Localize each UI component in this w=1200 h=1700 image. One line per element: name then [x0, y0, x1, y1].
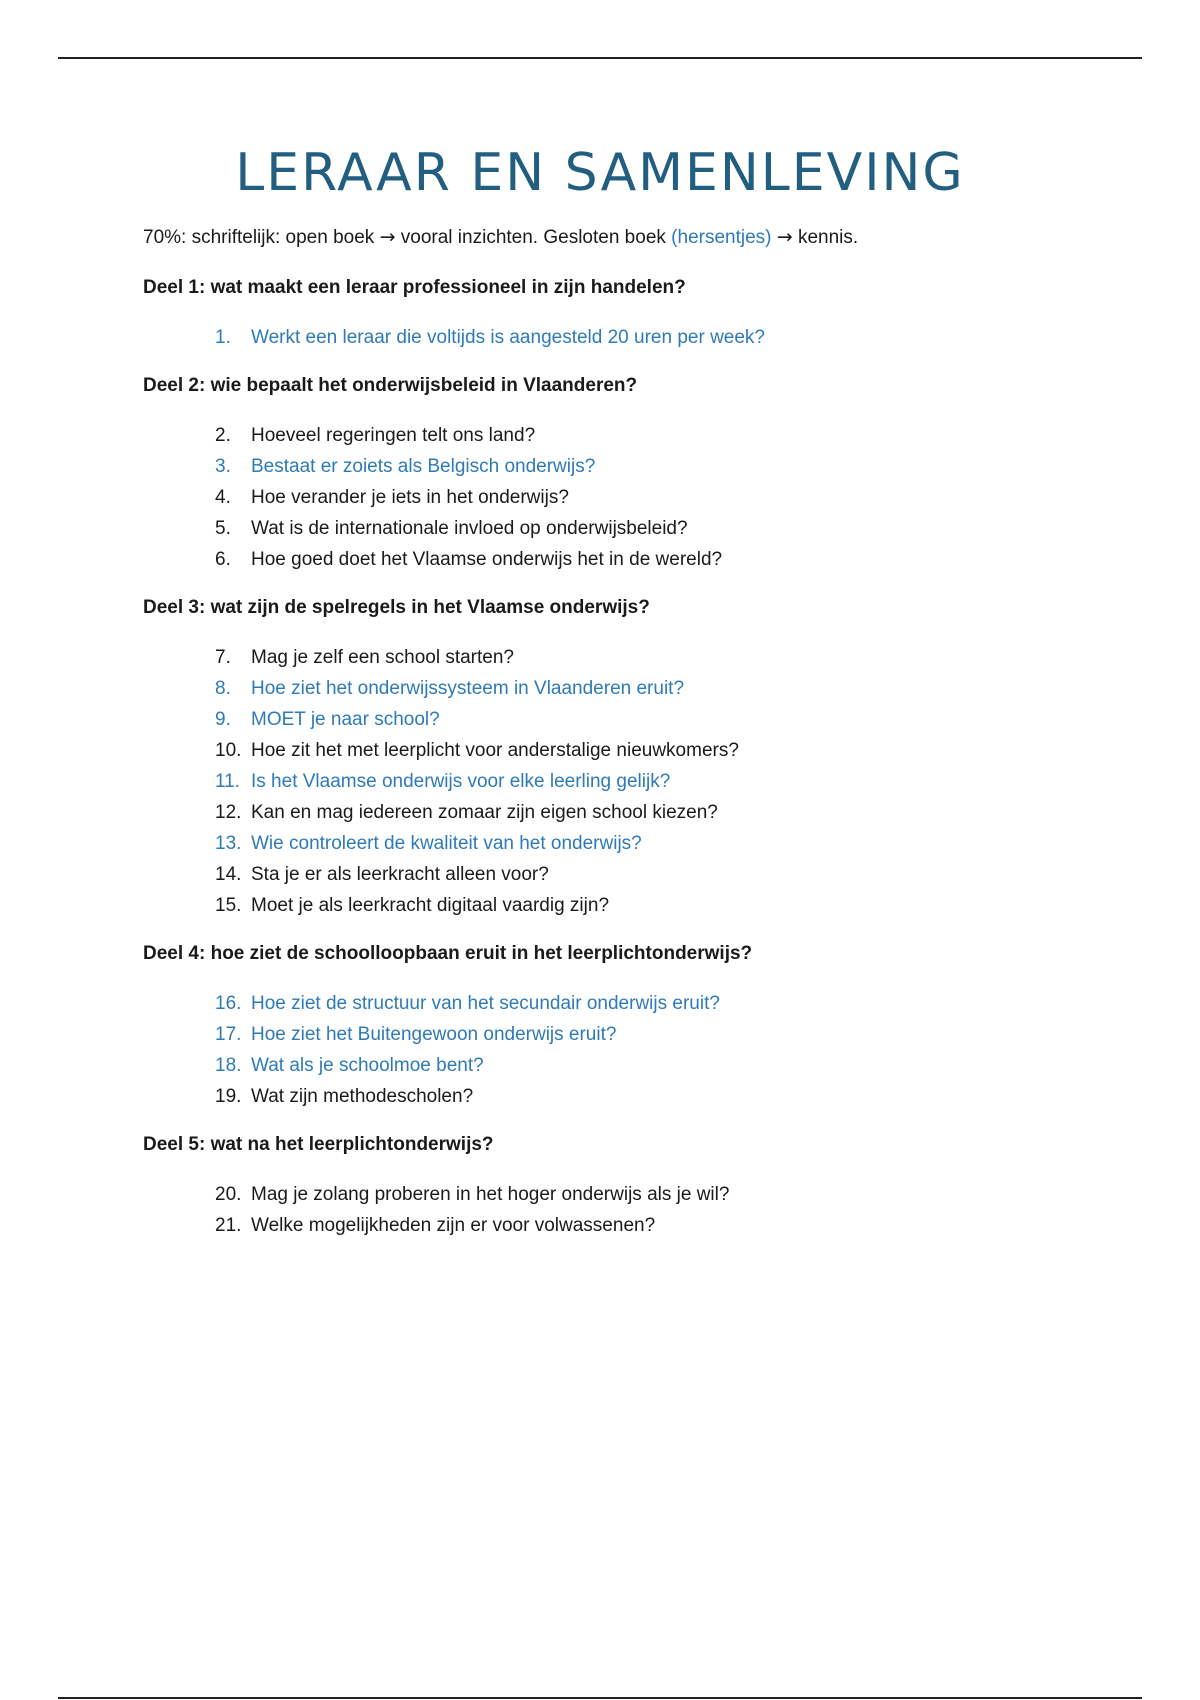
question-text: Wat zijn methodescholen? — [251, 1086, 474, 1107]
question-number: 14. — [215, 864, 242, 885]
question-text: Welke mogelijkheden zijn er voor volwassenen? — [251, 1215, 656, 1236]
question-number: 4. — [215, 487, 231, 508]
question-text: Hoe zit het met leerplicht voor anderstalige nieuwkomers? — [251, 740, 739, 761]
question-item — [215, 544, 1143, 575]
question-text: Kan en mag iedereen zomaar zijn eigen school kiezen? — [251, 802, 718, 823]
bottom-rule — [58, 1697, 1142, 1699]
question-text: Mag je zolang proberen in het hoger onderwijs als je wil? — [251, 1184, 730, 1205]
question-number: 11. — [215, 771, 241, 792]
question-item — [215, 420, 1143, 451]
question-number: 5. — [215, 518, 231, 539]
question-link-item[interactable] — [215, 451, 1143, 482]
question-link-item[interactable] — [215, 988, 1143, 1019]
question-text: Mag je zelf een school starten? — [251, 647, 514, 668]
question-link-item[interactable] — [215, 1050, 1143, 1081]
question-text[interactable]: Hoe ziet de structuur van het secundair onderwijs eruit? — [251, 993, 720, 1014]
question-item — [215, 482, 1143, 513]
intro-text-3: kennis. — [797, 227, 859, 248]
question-link-item[interactable] — [215, 1019, 1143, 1050]
question-text: Hoeveel regeringen telt ons land? — [251, 425, 536, 446]
arrow-icon: → — [776, 226, 793, 248]
question-number: 12. — [215, 802, 242, 823]
intro-text-2: vooral inzichten. Gesloten boek — [400, 227, 666, 248]
question-text: Moet je als leerkracht digitaal vaardig zijn? — [251, 895, 610, 916]
question-link-item[interactable] — [215, 322, 1143, 353]
question-number: 20. — [215, 1184, 242, 1205]
question-text[interactable]: Is het Vlaamse onderwijs voor elke leerling gelijk? — [251, 771, 671, 792]
question-text[interactable]: Hoe ziet het Buitengewoon onderwijs eruit? — [251, 1024, 617, 1045]
question-number: 21. — [215, 1215, 242, 1236]
question-list — [143, 1179, 1143, 1241]
question-number: 18. — [215, 1055, 242, 1076]
intro-text-1: 70%: schriftelijk: open boek — [143, 227, 375, 248]
section-heading: Deel 1: wat maakt een leraar professioneel in zijn handelen? — [143, 277, 686, 298]
question-number: 6. — [215, 549, 231, 570]
question-text: Hoe goed doet het Vlaamse onderwijs het in de wereld? — [251, 549, 723, 570]
question-number: 17. — [215, 1024, 242, 1045]
question-list — [143, 322, 1143, 353]
question-text: Wat is de internationale invloed op onderwijsbeleid? — [251, 518, 688, 539]
question-number: 19. — [215, 1086, 242, 1107]
question-item — [215, 1179, 1143, 1210]
question-number: 7. — [215, 647, 231, 668]
question-link-item[interactable] — [215, 704, 1143, 735]
sections-container — [143, 275, 1143, 1241]
question-list — [143, 988, 1143, 1112]
section-heading: Deel 3: wat zijn de spelregels in het Vlaamse onderwijs? — [143, 597, 650, 618]
question-number: 10. — [215, 740, 242, 761]
question-item — [215, 1081, 1143, 1112]
question-link-item[interactable] — [215, 828, 1143, 859]
question-number: 16. — [215, 993, 242, 1014]
question-item — [215, 890, 1143, 921]
intro-line — [143, 224, 1143, 251]
document-title: LERAAR EN SAMENLEVING — [235, 143, 965, 203]
section-heading: Deel 4: hoe ziet de schoolloopbaan eruit in het leerplichtonderwijs? — [143, 943, 753, 964]
question-number: 8. — [215, 678, 231, 699]
question-link-item[interactable] — [215, 673, 1143, 704]
question-number: 15. — [215, 895, 242, 916]
arrow-icon: → — [379, 226, 396, 248]
question-text[interactable]: Wat als je schoolmoe bent? — [251, 1055, 484, 1076]
question-item — [215, 642, 1143, 673]
question-item — [215, 735, 1143, 766]
question-text[interactable]: Hoe ziet het onderwijssysteem in Vlaanderen eruit? — [251, 678, 685, 699]
question-number: 1. — [215, 327, 231, 348]
hersentjes-link[interactable]: (hersentjes) — [671, 227, 772, 248]
section-heading: Deel 2: wie bepaalt het onderwijsbeleid in Vlaanderen? — [143, 375, 638, 396]
question-text[interactable]: Bestaat er zoiets als Belgisch onderwijs? — [251, 456, 596, 477]
top-rule — [58, 57, 1142, 59]
question-item — [215, 797, 1143, 828]
section-heading: Deel 5: wat na het leerplichtonderwijs? — [143, 1134, 494, 1155]
question-item — [215, 513, 1143, 544]
question-list — [143, 642, 1143, 921]
question-item — [215, 1210, 1143, 1241]
question-text: Sta je er als leerkracht alleen voor? — [251, 864, 549, 885]
question-text: Hoe verander je iets in het onderwijs? — [251, 487, 569, 508]
question-item — [215, 859, 1143, 890]
question-text[interactable]: Wie controleert de kwaliteit van het onderwijs? — [251, 833, 642, 854]
question-list — [143, 420, 1143, 575]
question-text[interactable]: Werkt een leraar die voltijds is aangesteld 20 uren per week? — [251, 327, 765, 348]
question-number: 3. — [215, 456, 231, 477]
question-number: 9. — [215, 709, 231, 730]
question-link-item[interactable] — [215, 766, 1143, 797]
document-body — [143, 224, 1143, 1261]
question-number: 13. — [215, 833, 242, 854]
question-number: 2. — [215, 425, 231, 446]
question-text[interactable]: MOET je naar school? — [251, 709, 440, 730]
